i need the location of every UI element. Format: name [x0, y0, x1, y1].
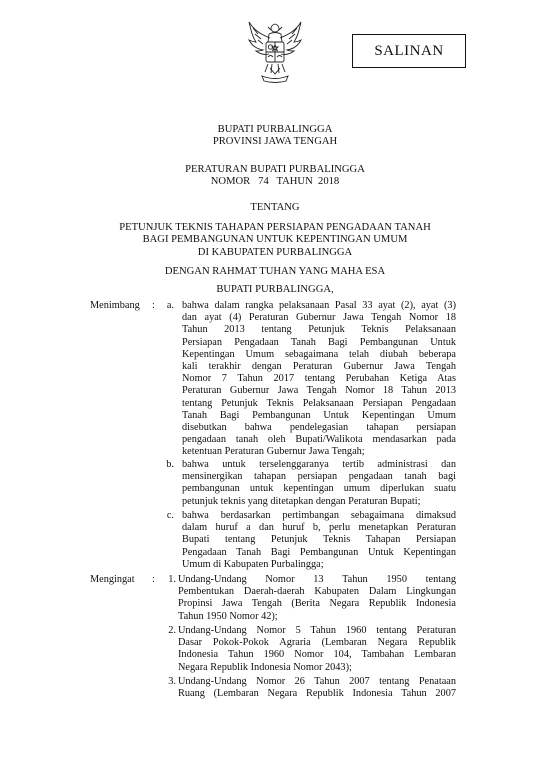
text-line: Peraturan Gubernur Jawa Tengah Nomor 18 Tahun 2013: [182, 385, 456, 397]
text-line: disebutkan bahwa pendelegasian tahapan persiapan: [182, 421, 456, 433]
text-line: Pengadaan Tanah Bagi Pembangunan Untuk Kepentingan: [182, 546, 456, 558]
text-line: pembangunan untuk kepentingan umum diperlukan suatu: [182, 483, 456, 495]
tentang-text: TENTANG: [250, 202, 300, 213]
text-line: Undang-Undang Nomor 26 Tahun 2007 tentang Penataan: [178, 676, 456, 687]
regent-signatory-text: BUPATI PURBALINGGA,: [216, 284, 334, 295]
text-line: bahwa dalam rangka pelaksanaan Pasal 33 ayat (2), ayat (3): [182, 300, 456, 311]
text-line: mensinergikan tahapan persiapan pengadaan tanah bagi: [182, 471, 456, 483]
text-line: ketentuan Peraturan Gubernur Jawa Tengah;: [182, 446, 365, 458]
invocation-text: DENGAN RAHMAT TUHAN YANG MAHA ESA: [164, 266, 386, 277]
text-line: Kepentingan Umum sebagaimana telah diubah beberapa: [182, 348, 456, 360]
text-line: Umum di Kabupaten Purbalingga;: [182, 558, 324, 570]
text-line: Persiapan Pengadaan Tanah Bagi Pembangunan Untuk: [182, 336, 456, 348]
menimbang-colon: :: [152, 300, 155, 311]
tentang-label: [0, 202, 550, 214]
text-line: kali terakhir dengan Peraturan Gubernur Jawa Tengah: [182, 360, 456, 372]
regulation-heading: [0, 164, 550, 189]
text-line: Undang-Undang Nomor 5 Tahun 1960 tentang Peraturan: [178, 625, 456, 636]
item-marker-3: 3.: [168, 676, 176, 687]
menimbang-item-c: [182, 510, 456, 571]
subject-line-3: DI KABUPATEN PURBALINGGA: [197, 246, 353, 258]
text-line: Negara Republik Indonesia Nomor 2043);: [178, 661, 352, 673]
mengingat-item-2: [178, 625, 456, 674]
text-line: Dasar Pokok-Pokok Agraria (Lembaran Negara Republik: [178, 637, 456, 649]
text-line: Nomor 7 Tahun 2017 tentang Perubahan Ketiga Atas: [182, 373, 456, 385]
mengingat-label: Mengingat: [90, 574, 135, 585]
item-marker-c: c.: [166, 510, 174, 521]
subject-line-2: BAGI PEMBANGUNAN UNTUK KEPENTINGAN UMUM: [142, 234, 408, 246]
text-line: petunjuk teknis yang ditetapkan dengan Peraturan Bupati;: [182, 495, 421, 507]
menimbang-label: Menimbang: [90, 300, 140, 311]
garuda-emblem-icon: [248, 20, 302, 90]
text-line: Undang-Undang Nomor 13 Tahun 1950 tentang: [178, 574, 456, 585]
mengingat-item-1: [178, 574, 456, 623]
regulation-number: NOMOR 74 TAHUN 2018: [210, 176, 340, 188]
text-line: Tanah Bagi Pembangunan Untuk Kepentingan Umum: [182, 409, 456, 421]
text-line: Propinsi Jawa Tengah (Berita Negara Republik Indonesia: [178, 598, 456, 610]
invocation: [0, 266, 550, 278]
regent-signatory: [0, 284, 550, 296]
text-line: pengadaan tanah oleh Bupati/Walikota mendasarkan pada: [182, 434, 456, 446]
province-title-line: PROVINSI JAWA TENGAH: [212, 136, 338, 148]
menimbang-item-a: [182, 300, 456, 458]
regent-title: [0, 124, 550, 149]
text-line: bahwa untuk terselenggaranya tertib administrasi dan: [182, 459, 456, 470]
regulation-name: PERATURAN BUPATI PURBALINGGA: [185, 164, 365, 175]
mengingat-item-3: [178, 676, 456, 700]
menimbang-item-b: [182, 459, 456, 508]
subject-line-1: PETUNJUK TEKNIS TAHAPAN PERSIAPAN PENGADAAN TANAH: [119, 222, 431, 233]
text-line: dan ayat (4) Peraturan Gubernur Jawa Tengah Nomor 18: [182, 312, 456, 324]
text-line: Bupati tentang Petunjuk Teknis Tahapan Persiapan: [182, 534, 456, 546]
salinan-stamp: SALINAN: [352, 34, 466, 68]
text-line: Indonesia Tahun 1960 Nomor 104, Tambahan Lembaran: [178, 649, 456, 661]
text-line: Ruang (Lembaran Negara Republik Indonesia Tahun 2007: [178, 688, 456, 700]
item-marker-1: 1.: [168, 574, 176, 585]
item-marker-b: b.: [166, 459, 174, 470]
regent-title-line: BUPATI PURBALINGGA: [217, 124, 333, 135]
regulation-subject: [0, 222, 550, 259]
text-line: Tahun 1950 Nomor 42);: [178, 610, 278, 622]
text-line: Pembentukan Daerah-daerah Kabupaten Dalam Lingkungan: [178, 586, 456, 598]
text-line: bahwa berdasarkan pertimbangan sebagaimana dimaksud: [182, 510, 456, 521]
item-marker-a: a.: [166, 300, 174, 311]
text-line: dalam huruf a dan huruf b, perlu menetapkan Peraturan: [182, 522, 456, 534]
text-line: tentang Petunjuk Teknis Pelaksanaan Persiapan Pengadaan: [182, 397, 456, 409]
item-marker-2: 2.: [168, 625, 176, 636]
mengingat-colon: :: [152, 574, 155, 585]
text-line: Tahun 2013 tentang Petunjuk Teknis Pelaksanaan: [182, 324, 456, 336]
